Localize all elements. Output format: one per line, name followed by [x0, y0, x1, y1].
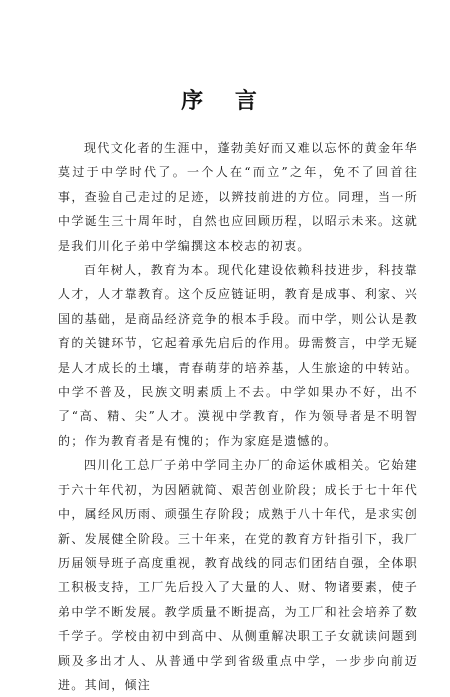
page-title: 序 言 — [181, 88, 269, 114]
preface-body — [58, 136, 418, 697]
paragraph-1: 现代文化者的生涯中，蓬勃美好而又难以忘怀的黄金年华莫过于中学时代了。一个人在“而立”之年，免不了回首往事，查验自己走过的足迹，以辨技前进的方位。同理，当一所中学诞生三十周年时，自然也应回顾历程，以昭示未来。这就是我们川化子弟中学编撰这本校志的初衷。 — [58, 141, 418, 253]
paragraph-3: 四川化工总厂子弟中学同主办厂的命运休戚相关。它始建于六十年代初，为因陋就简、艰苦创业阶段；成长于七十年代中，属经风历雨、顽强生存阶段；成熟于八十年代，是求实创新、发展健全阶段。三十年来，在党的教育方针指引下，我厂历届领导班子高度重视，教育战线的同志们团结自强，全体职工积极支持，工厂先后投入了大量的人、财、物诸要素，使子弟中学不断发展。教学质量不断提高，为工厂和社会培养了数千学子。学校由初中到高中、从侧重解决职工子女就读问题到顾及多出才人、从普通中学到省级重点中学，一步步向前迈进。其间，倾注 — [58, 458, 418, 692]
paragraph-2: 百年树人，教育为本。现代化建设依赖科技进步，科技靠人才，人才靠教育。这个反应链证明，教育是成事、利家、兴国的基础，是商品经济竞争的根本手段。而中学，则公认是教育的关键环节，它起着承先启后的作用。毋需赘言，中学无疑是人才成长的土壤，青春萌芽的培养基，人生旅途的中转站。中学不普及，民族文明素质上不去。中学如果办不好，出不了“高、精、尖”人才。漠视中学教育，作为领导者是不明智的；作为教育者是有愧的；作为家庭是遗憾的。 — [58, 263, 418, 448]
